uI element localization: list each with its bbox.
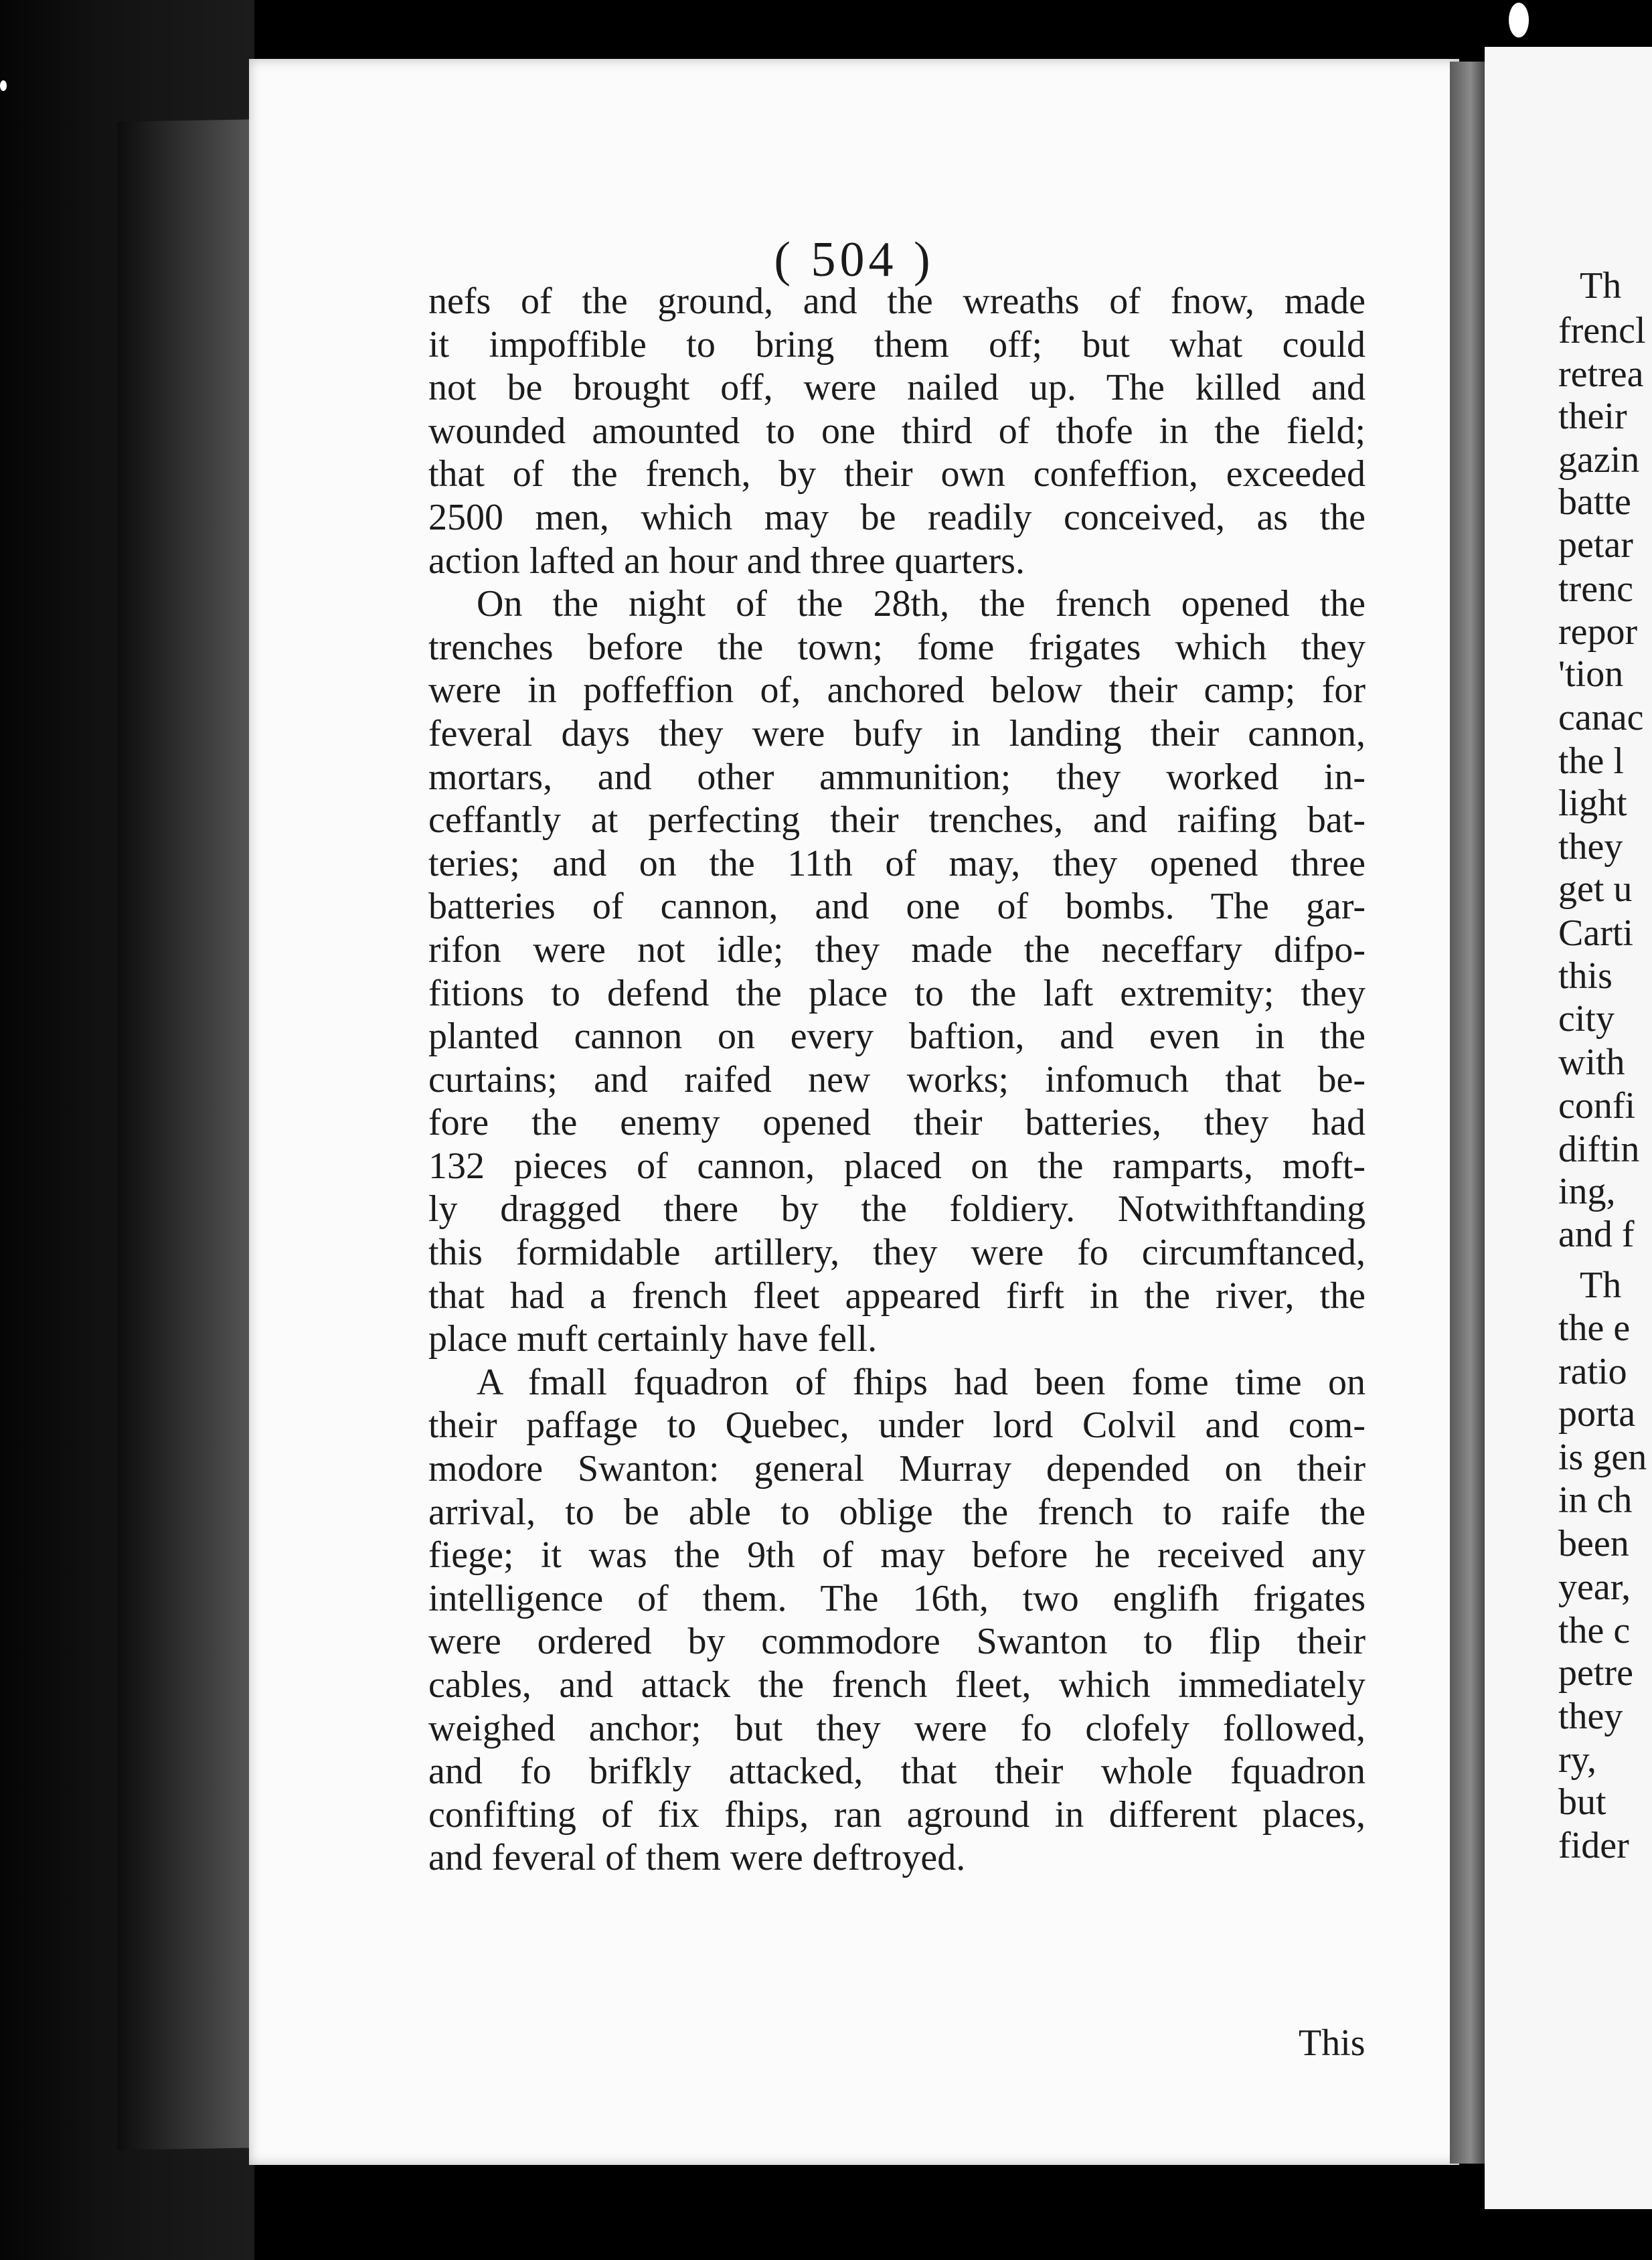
text-line: that had a french fleet appeared firft in the river, the [428, 1275, 1366, 1317]
right-text-line: fider [1558, 1825, 1629, 1866]
text-line: it impoffible to bring them off; but what could [428, 323, 1366, 366]
text-line: ceffantly at perfecting their trenches, and raifing bat- [428, 799, 1366, 841]
text-line: feveral days they were bufy in landing their cannon, [428, 712, 1366, 754]
text-line: trenches before the town; fome frigates which they [428, 626, 1366, 668]
text-line: intelligence of them. The 16th, two englifh frigates [428, 1577, 1366, 1619]
right-text-line: the l [1558, 740, 1624, 782]
scan-speck [1509, 3, 1529, 37]
right-text-line: ing, [1558, 1171, 1616, 1212]
right-text-line: their [1558, 396, 1627, 437]
text-line: A fmall fquadron of fhips had been fome time on [477, 1361, 1366, 1403]
right-text-line: ratio [1558, 1351, 1627, 1392]
right-text-line: year, [1558, 1566, 1631, 1608]
text-line: place muft certainly have fell. [428, 1318, 878, 1360]
text-line: batteries of cannon, and one of bombs. The gar- [428, 886, 1366, 928]
body-text [428, 280, 1366, 1880]
right-text-line: Th [1580, 1265, 1622, 1306]
text-line: were ordered by commodore Swanton to flip their [428, 1621, 1366, 1663]
right-text-line: diftin [1558, 1129, 1640, 1170]
text-line: and fo brifkly attacked, that their whole fquadron [428, 1751, 1366, 1793]
right-text-line: porta [1558, 1393, 1636, 1435]
text-line: that of the french, by their own confeffion, exceeded [428, 453, 1366, 495]
text-line: On the night of the 28th, the french opened the [477, 583, 1366, 625]
right-text-line: batte [1558, 481, 1631, 523]
text-line: fore the enemy opened their batteries, they had [428, 1102, 1366, 1144]
text-line: confifting of fix fhips, ran aground in different places, [428, 1793, 1366, 1836]
right-text-line: trenc [1558, 568, 1633, 610]
right-text-line: repor [1558, 611, 1638, 653]
text-line: mortars, and other ammunition; they worked in- [428, 756, 1366, 798]
right-text-line: frencl [1558, 310, 1646, 351]
right-text-line: confi [1558, 1085, 1636, 1127]
right-text-line: been [1558, 1523, 1629, 1564]
right-text-line: is gen [1558, 1437, 1647, 1478]
right-text-line: the c [1558, 1610, 1631, 1651]
book-page-edges [117, 119, 258, 2150]
text-line: teries; and on the 11th of may, they opened three [428, 842, 1366, 884]
right-text-line: get u [1558, 868, 1633, 910]
right-text-line: with [1558, 1042, 1625, 1083]
text-line: wounded amounted to one third of thofe in the field; [428, 410, 1366, 452]
text-line: curtains; and raifed new works; infomuch that be- [428, 1058, 1366, 1101]
text-line: modore Swanton: general Murray depended on their [428, 1448, 1366, 1490]
text-line: ly dragged there by the foldiery. Notwithftanding [428, 1188, 1366, 1230]
text-line: cables, and attack the french fleet, which immediately [428, 1664, 1366, 1706]
right-text-line: ry, [1558, 1739, 1597, 1781]
right-text-line: and f [1558, 1214, 1635, 1255]
text-line: this formidable artillery, they were fo circumftanced, [428, 1232, 1366, 1274]
left-page [249, 59, 1459, 2165]
text-line: 132 pieces of cannon, placed on the ramparts, moft- [428, 1145, 1366, 1187]
right-text-line: light [1558, 783, 1627, 824]
page-number: ( 504 ) [774, 232, 934, 287]
right-text-line: petre [1558, 1652, 1633, 1694]
scan-speck [0, 80, 7, 91]
text-line: were in poffeffion of, anchored below their camp; for [428, 669, 1366, 712]
text-line: arrival, to be able to oblige the french to raife the [428, 1491, 1366, 1533]
right-text-line: this [1558, 955, 1613, 997]
text-line: their paffage to Quebec, under lord Colvil and com- [428, 1404, 1366, 1447]
right-text-line: they [1558, 826, 1623, 868]
text-line: fiege; it was the 9th of may before he received any [428, 1534, 1366, 1577]
right-text-line: but [1558, 1781, 1606, 1823]
right-text-line: in ch [1558, 1479, 1633, 1521]
text-line: fitions to defend the place to the laft extremity; they [428, 972, 1366, 1014]
right-text-line: retrea [1558, 353, 1644, 395]
catchword: This [1299, 2022, 1366, 2064]
right-text-line: the e [1558, 1307, 1631, 1349]
right-text-line: Carti [1558, 912, 1633, 954]
text-line: planted cannon on every baftion, and even in the [428, 1016, 1366, 1058]
right-text-line: Th [1580, 265, 1622, 307]
right-text-line: 'tion [1558, 653, 1624, 695]
right-text-line: gazin [1558, 439, 1640, 481]
right-text-line: canac [1558, 697, 1644, 738]
text-line: nefs of the ground, and the wreaths of fnow, made [428, 280, 1366, 322]
right-text-line: petar [1558, 524, 1633, 566]
right-text-line: they [1558, 1696, 1623, 1737]
text-line: not be brought off, were nailed up. The killed and [428, 367, 1366, 409]
text-line: action lafted an hour and three quarters. [428, 540, 1025, 582]
text-line: 2500 men, which may be readily conceived, as the [428, 496, 1366, 538]
text-line: weighed anchor; but they were fo clofely followed, [428, 1707, 1366, 1749]
right-text-line: city [1558, 998, 1615, 1040]
text-line: rifon were not idle; they made the neceffary difpo- [428, 929, 1366, 971]
text-line: and feveral of them were deftroyed. [428, 1837, 966, 1879]
